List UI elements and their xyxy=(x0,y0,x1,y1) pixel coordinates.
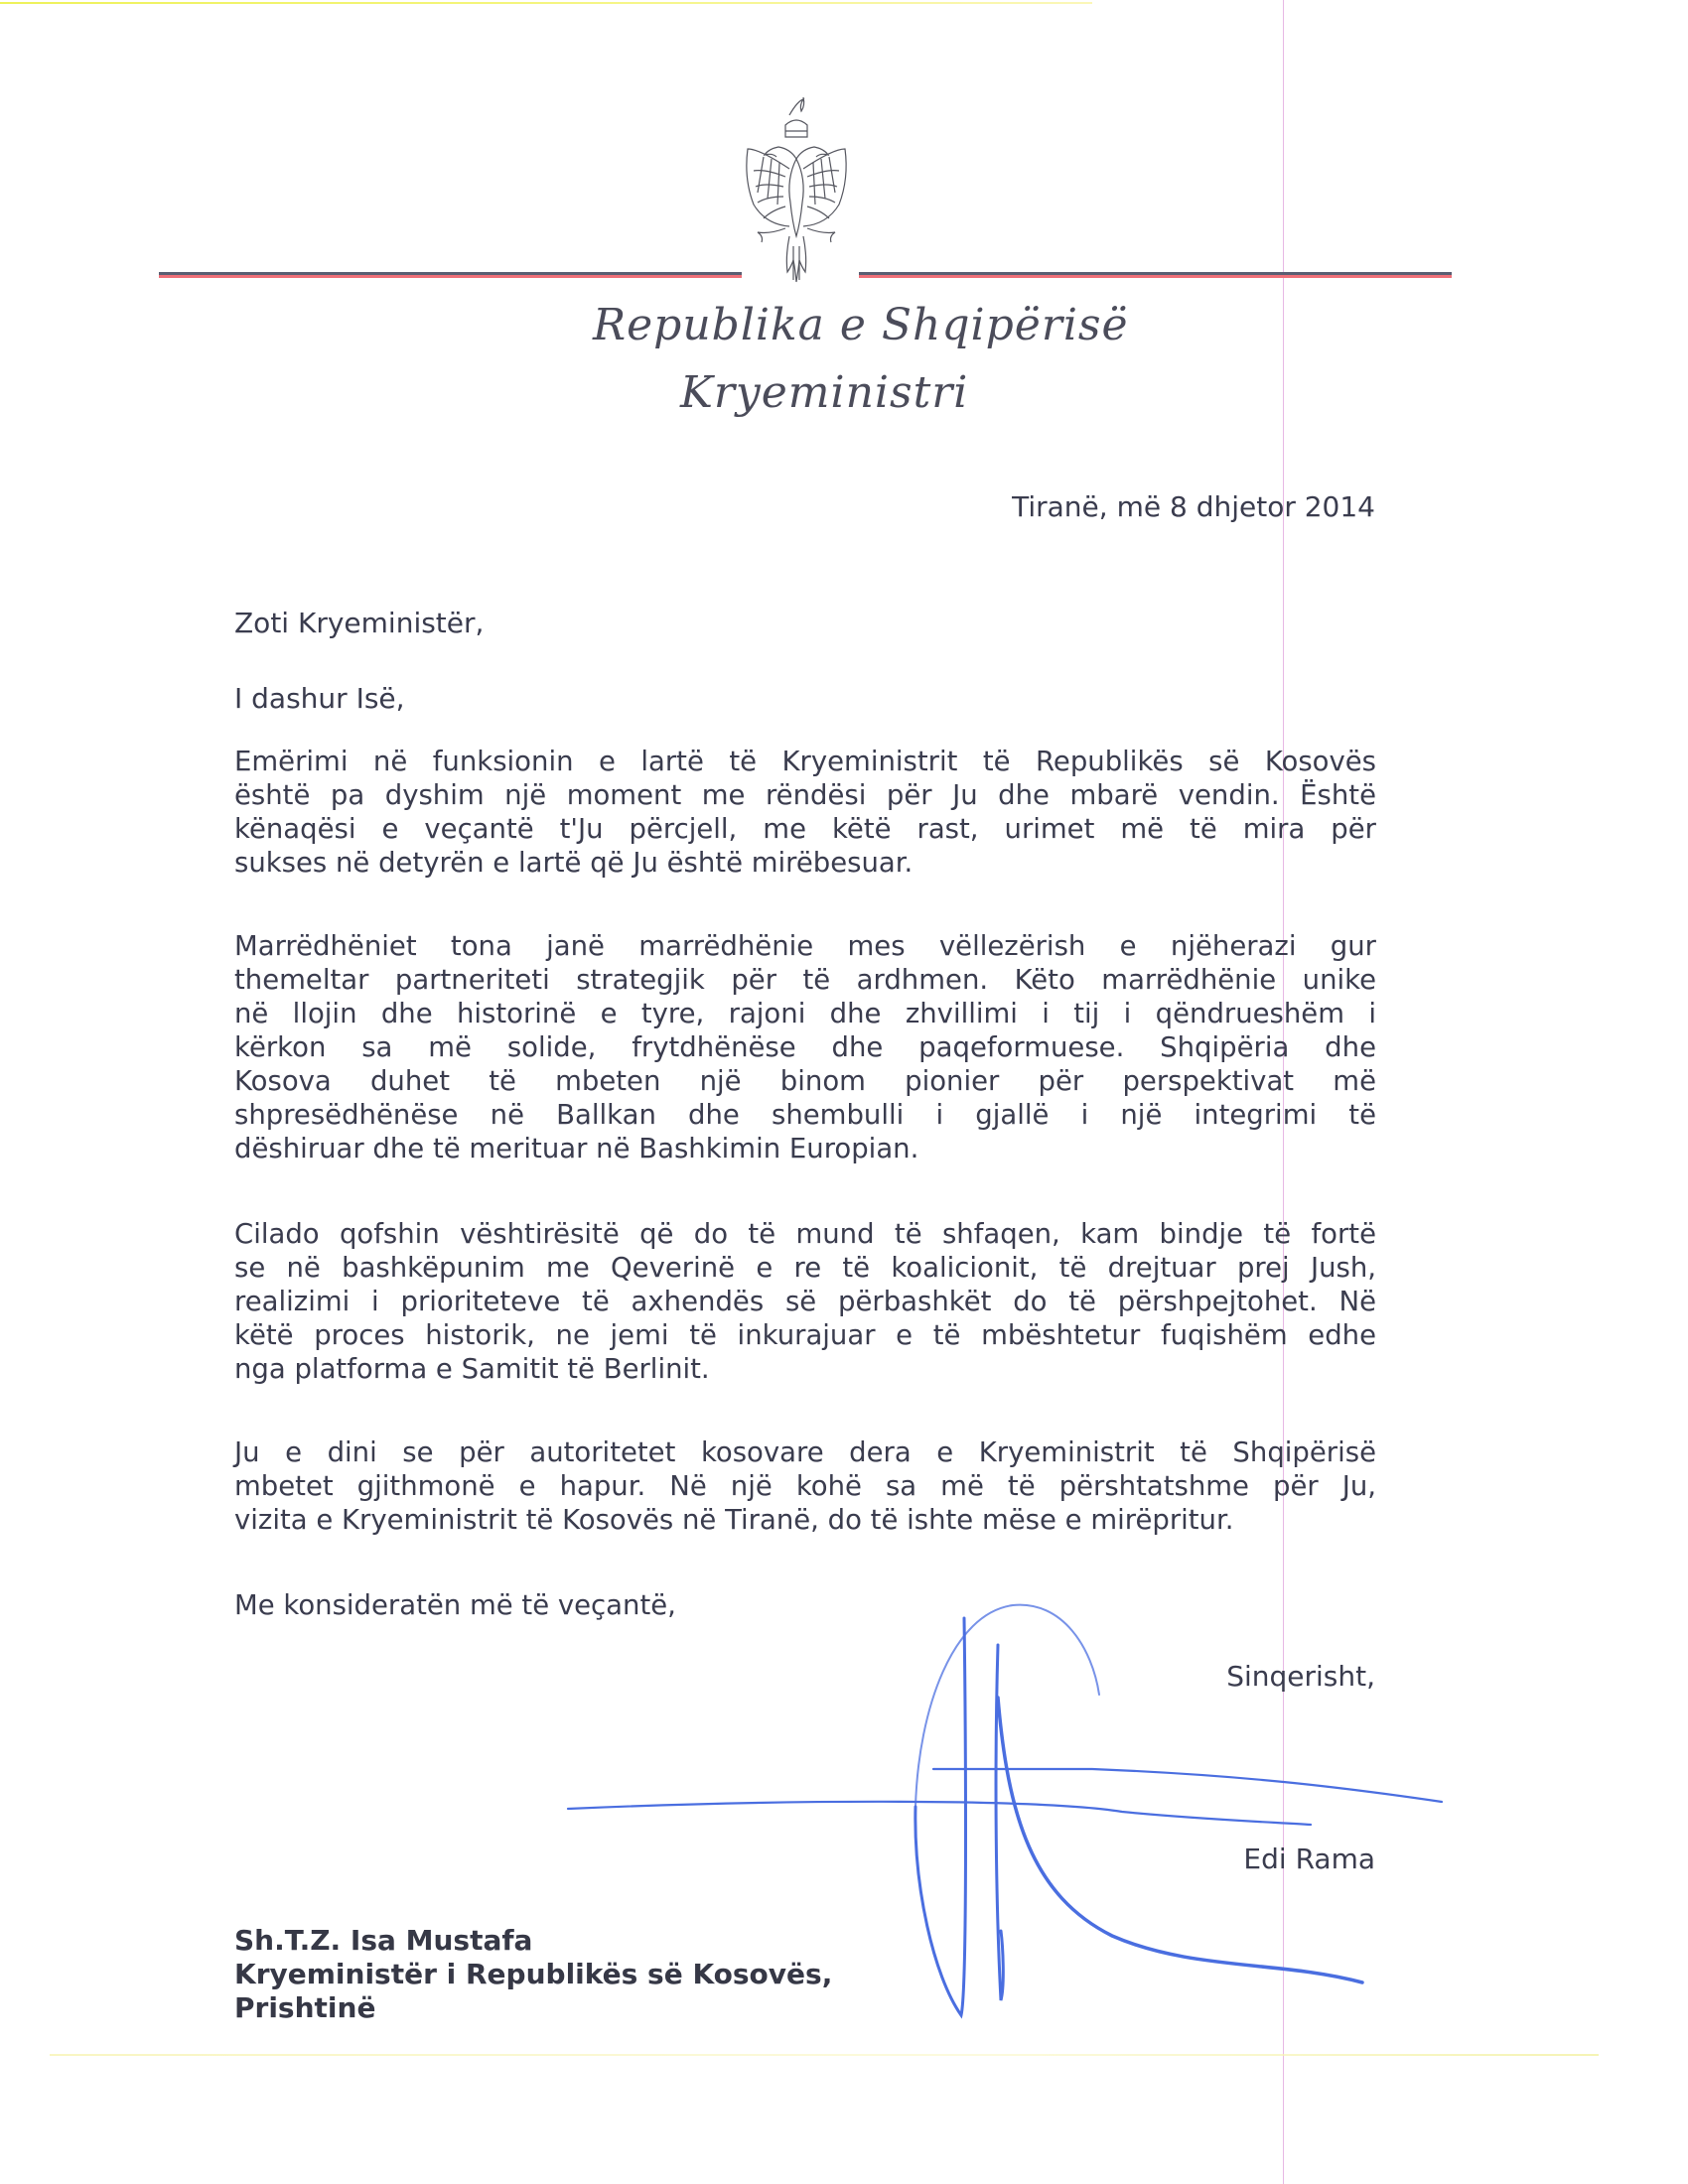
paragraph-line: sukses në detyrën e lartë që Ju është mirëbesuar. xyxy=(234,847,914,879)
body-paragraph-1 xyxy=(234,745,1376,880)
scan-edge-strip-top xyxy=(0,2,1092,4)
letter-date: Tiranë, më 8 dhjetor 2014 xyxy=(1012,490,1375,523)
letterhead-office: Kryeministri xyxy=(680,367,969,418)
paragraph-line: dëshiruar dhe të merituar në Bashkimin Europian. xyxy=(234,1133,919,1164)
paragraph-line: në llojin dhe historinë e tyre, rajoni dhe zhvillimi i tij i qëndrueshëm i xyxy=(234,998,1376,1029)
header-rule-left xyxy=(159,272,742,278)
addressee-title: Kryeministër i Republikës së Kosovës, xyxy=(234,1958,833,1990)
addressee-name: Sh.T.Z. Isa Mustafa xyxy=(234,1924,533,1957)
paragraph-line: vizita e Kryeministrit të Kosovës në Tiranë, do të ishte mëse e mirëpritur. xyxy=(234,1504,1234,1536)
body-paragraph-2 xyxy=(234,929,1376,1165)
scan-edge-strip-bottom xyxy=(50,2054,1599,2056)
body-paragraph-3 xyxy=(234,1217,1376,1386)
albanian-eagle-emblem-icon xyxy=(720,87,874,291)
paragraph-line: realizimi i prioriteteve të axhendës së përbashkët do të përshpejtohet. Në xyxy=(234,1286,1376,1317)
paragraph-line: Emërimi në funksionin e lartë të Kryeministrit të Republikës së Kosovës xyxy=(234,746,1376,777)
paragraph-line: Cilado qofshin vështirësitë që do të mund të shfaqen, kam bindje të fortë xyxy=(234,1218,1376,1250)
paragraph-line: nga platforma e Samitit të Berlinit. xyxy=(234,1353,710,1385)
paragraph-line: kënaqësi e veçantë t'Ju përcjell, me këtë rast, urimet më të mira për xyxy=(234,813,1376,845)
paragraph-line: Kosova duhet të mbeten një binom pionier për perspektivat më xyxy=(234,1065,1376,1097)
paragraph-line: këtë proces historik, ne jemi të inkurajuar e të mbështetur fuqishëm edhe xyxy=(234,1319,1376,1351)
paragraph-line: është pa dyshim një moment me rëndësi për Ju dhe mbarë vendin. Është xyxy=(234,779,1376,811)
paragraph-line: kërkon sa më solide, frytdhënëse dhe paqeformuese. Shqipëria dhe xyxy=(234,1031,1376,1063)
sign-off: Sinqerisht, xyxy=(1226,1660,1375,1693)
closing-phrase: Me konsideratën më të veçantë, xyxy=(234,1589,676,1621)
header-rule-right xyxy=(859,272,1452,278)
salutation-name: I dashur Isë, xyxy=(234,682,405,715)
letterhead-country: Republika e Shqipërisë xyxy=(593,300,1129,350)
signatory-name: Edi Rama xyxy=(1243,1843,1375,1875)
paragraph-line: se në bashkëpunim me Qeverinë e re të koalicionit, të drejtuar prej Jush, xyxy=(234,1252,1376,1284)
paragraph-line: Marrëdhëniet tona janë marrëdhënie mes vëllezërish e njëherazi gur xyxy=(234,930,1376,962)
salutation-title: Zoti Kryeministër, xyxy=(234,607,485,639)
paragraph-line: mbetet gjithmonë e hapur. Në një kohë sa më të përshtatshme për Ju, xyxy=(234,1470,1376,1502)
addressee-city: Prishtinë xyxy=(234,1991,376,2024)
body-paragraph-4 xyxy=(234,1435,1376,1537)
paragraph-line: themeltar partneriteti strategjik për të ardhmen. Këto marrëdhënie unike xyxy=(234,964,1376,996)
addressee-block xyxy=(234,1924,832,2025)
paragraph-line: Ju e dini se për autoritetet kosovare dera e Kryeministrit të Shqipërisë xyxy=(234,1436,1376,1468)
paragraph-line: shpresëdhënëse në Ballkan dhe shembulli i gjallë i një integrimi të xyxy=(234,1099,1376,1131)
